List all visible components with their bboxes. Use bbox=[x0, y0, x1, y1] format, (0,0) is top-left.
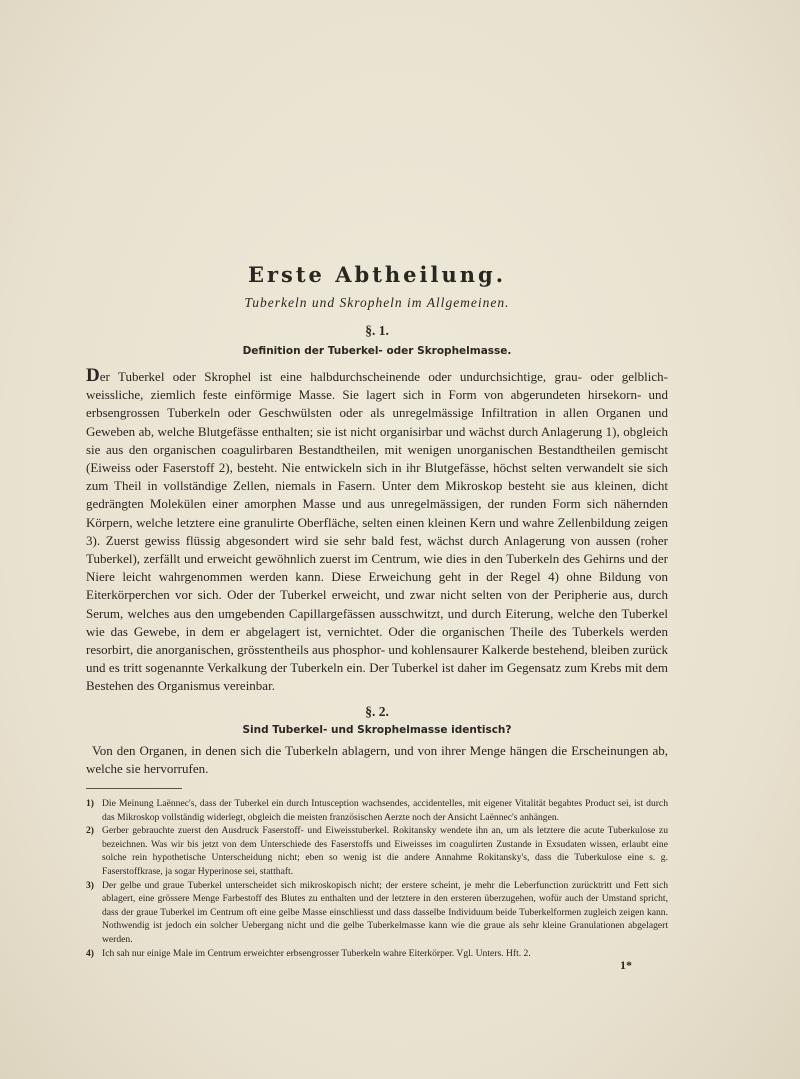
printer-signature: 1* bbox=[620, 958, 632, 973]
footnote-3 bbox=[86, 879, 668, 947]
footnote-mark: 2) bbox=[86, 825, 94, 837]
part-title: Erste Abtheilung. bbox=[247, 262, 507, 287]
footnote-mark: 4) bbox=[86, 947, 94, 959]
footnote-1 bbox=[86, 797, 668, 824]
footnote-text: Der gelbe und graue Tuberkel unterscheidet sich mikroskopisch nicht; der erstere scheint, je mehr die Leberfunction zurücktritt und Fett sich ablagert, eine grössere Menge Farbestoff des Blutes zu enthalten und der letztere in den ersteren überzugehen, wofür auch der Umstand spricht, dass der graue Tuberkel im Centrum oft eine gelbe Masse einschliesst und dass dasselbe Individuum beide Tuberkelformen zugleich zeigen kann. Nothwendig ist jedoch ein solcher Uebergang nicht und die gelbe Tuberkelmasse kann wie die graue als sehr kleine Granulationen abgelagert werden. bbox=[102, 879, 668, 945]
footnote-4 bbox=[86, 947, 668, 961]
section-2-text: Von den Organen, in denen sich die Tuberkeln ablagern, und von ihrer Menge hängen die Erscheinungen ab, welche sie hervorrufen. bbox=[86, 742, 668, 776]
section-2-heading: Sind Tuberkel- und Skrophelmasse identisch? bbox=[242, 723, 512, 736]
footnote-mark: 3) bbox=[86, 879, 94, 891]
footnote-text: Gerber gebrauchte zuerst den Ausdruck Faserstoff- und Eiweisstuberkel. Rokitansky wendete ihn an, um als letztere die acute Tuberkulose zu bezeichnen. Was wir bis jetzt von dem Unterschiede des Faserstoffs und Eiweisses im coagulirten Zustande in Exsudaten wissen, erlaubt eine solche rein hypothetische Unterscheidung nicht; eben so wenig ist die andere Annahme Rokitansky's, dass die Tuberkulose eine s. g. Faserstoffkrase, ja sogar Hyperinose sei, statthaft. bbox=[102, 825, 668, 878]
footnote-text: Die Meinung Laënnec's, dass der Tuberkel ein durch Intusception wachsendes, accidentelles, mit eigener Vitalität begabtes Product sei, ist durch das Mikroskop vollständig widerlegt, obgleich die meisten französischen Aerzte noch der Ansicht Laënnec's anhängen. bbox=[102, 798, 668, 823]
footnote-text: Ich sah nur einige Male im Centrum erweichter erbsengrosser Tuberkeln wahre Eiterkörper. Vgl. Unters. Hft. 2. bbox=[102, 947, 531, 959]
section-1-text: Der Tuberkel oder Skrophel ist eine halbdurchscheinende oder undurchsichtige, grau- oder gelblich-weissliche, ziemlich feste einförmige Masse. Sie lagert sich in Form von abgerundeten hirsekorn- und erbsengrossen Tuberkeln oder Geschwülsten oder als unregelmässige Infiltration in allen Organen und Geweben ab, welche Blutgefässe enthalten; sie ist nicht organisirbar und wächst durch Anlagerung 1), obgleich sie aus den organischen coagulirbaren Bestandtheilen, mit wenigen unorganischen Bestandtheilen gemischt (Eiweiss oder Faserstoff 2), besteht. Nie entwickeln sich in ihr Blutgefässe, höchst selten verwandelt sie sich zum Theil in vollständige Zellen, niemals in Fasern. Unter dem Mikroskop besteht sie aus kleinen, dicht gedrängten Molekülen einer amorphen Masse und aus unregelmässigen, der runden Form sich nähernden Körpern, welche letztere eine granulirte Oberfläche, selten einen kleinen Kern und wahre Zellenbildung zeigen 3). Zuerst gewiss flüssig abgesondert wird sie sehr bald fest, wächst durch Anlagerung von aussen (roher Tuberkel), zerfällt und erweicht gewöhnlich zuerst im Centrum, wie dies in den Tuberkeln des Gehirns und der Niere leicht wahrgenommen werden kann. Diese Erweichung geht in der Regel 4) ohne Bildung von Eiterkörperchen vor sich. Oder der Tuberkel erweicht, und zwar nicht selten von der Peripherie aus, durch Serum, welches aus den umgebenden Capillargefässen ausschwitzt, und durch Eiterung, welche den Tuberkel wie das Gewebe, in dem er abgelagert ist, vernichtet. Oder die organischen Theile des Tuberkels werden resorbirt, die anorganischen, grösstentheils aus phosphor- und kohlensaurer Kalkerde bestehend, bleiben zurück und es tritt sogenannte Verkalkung der Tuberkeln ein. Der Tuberkel ist daher im Gegensatz zum Krebs mit dem Bestehen des Organismus vereinbar. bbox=[86, 365, 668, 694]
part-subtitle: Tuberkeln und Skropheln im Allgemeinen. bbox=[244, 295, 510, 310]
section-2-number: §. 2. bbox=[365, 703, 389, 719]
footnote-2 bbox=[86, 824, 668, 878]
footnotes bbox=[86, 797, 668, 960]
section-1-number: §. 1. bbox=[365, 323, 389, 338]
footnote-rule bbox=[86, 788, 182, 789]
footnote-mark: 1) bbox=[86, 798, 94, 810]
page-content bbox=[86, 262, 668, 973]
section-1-heading: Definition der Tuberkel- oder Skrophelmasse. bbox=[242, 345, 512, 357]
